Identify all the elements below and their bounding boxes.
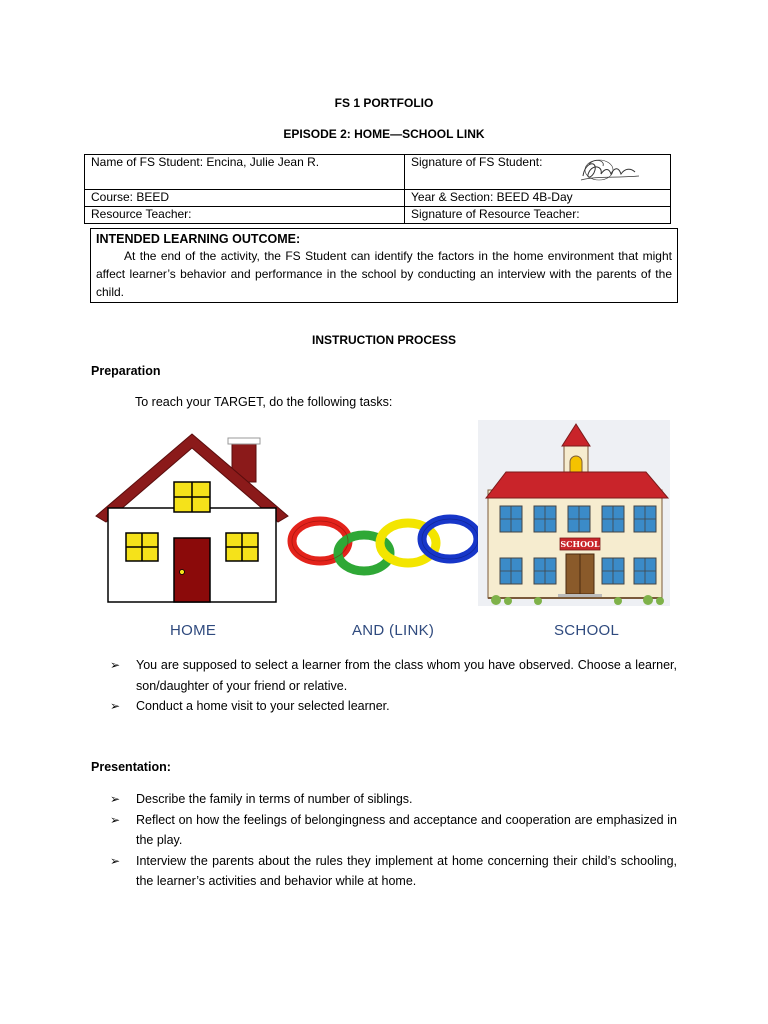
instruction-process-heading: INSTRUCTION PROCESS [311,333,456,347]
course-cell: Course: BEED [85,190,405,207]
list-item: ➢ Reflect on how the feelings of belongingness and acceptance and cooperation are emphasized in the play. [110,810,677,851]
episode-title: EPISODE 2: HOME—SCHOOL LINK [283,127,485,141]
ilo-text: At the end of the activity, the FS Student can identify the factors in the home environment that might affect learner’s behavior and performance in the school by conducting an interview with the parents of the child. [96,249,672,299]
arrow-bullet-icon: ➢ [110,812,121,827]
ilo-title: INTENDED LEARNING OUTCOME: [96,232,301,246]
list-item: ➢ Describe the family in terms of number of siblings. [110,789,677,810]
preparation-task-list [110,655,677,717]
student-signature-image [575,156,645,188]
resource-teacher-cell: Resource Teacher: [85,207,405,224]
school-caption: SCHOOL [554,622,620,639]
list-item: ➢ Interview the parents about the rules they implement at home concerning their child’s schooling, the learner’s activities and behavior while at home. [110,851,677,892]
student-name-cell: Name of FS Student: Encina, Julie Jean R. [85,155,405,190]
student-info-table [84,154,671,224]
teacher-signature-cell: Signature of Resource Teacher: [405,207,671,224]
school-sign-text: SCHOOL [560,539,600,549]
school-illustration [478,420,670,606]
chain-link-illustration [286,505,486,595]
year-section-cell: Year & Section: BEED 4B-Day [405,190,671,207]
student-signature-cell: Signature of FS Student: [405,155,671,190]
presentation-task-list [110,789,677,892]
home-caption: HOME [170,622,217,639]
preparation-intro: To reach your TARGET, do the following tasks: [135,395,393,409]
house-illustration [92,430,292,605]
presentation-heading: Presentation: [91,760,171,774]
arrow-bullet-icon: ➢ [110,699,121,713]
list-item: ➢ Conduct a home visit to your selected learner. [110,696,677,717]
link-caption: AND (LINK) [352,622,435,639]
arrow-bullet-icon: ➢ [110,792,121,806]
arrow-bullet-icon: ➢ [110,658,121,672]
intended-learning-outcome-box [90,228,678,303]
preparation-heading: Preparation [91,364,161,378]
portfolio-title: FS 1 PORTFOLIO [334,96,434,110]
arrow-bullet-icon: ➢ [110,853,121,868]
list-item: ➢ You are supposed to select a learner from the class whom you have observed. Choose a learner, son/daughter of your friend or relative. [110,655,677,696]
